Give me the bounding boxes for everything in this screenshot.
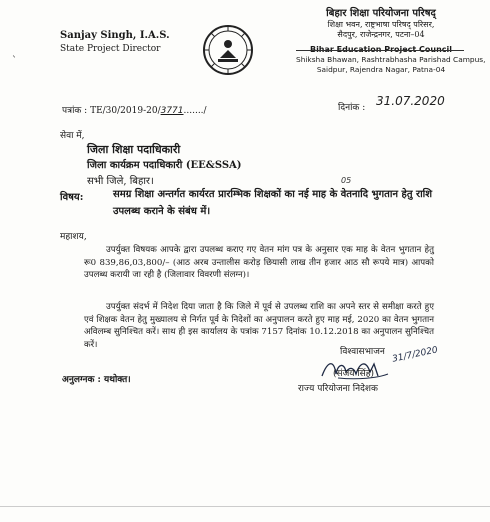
- address-hindi-line2: सैदपुर, राजेन्द्रनगर, पटना–04: [337, 30, 425, 39]
- salutation: महाशय,: [60, 232, 87, 242]
- org-name-hindi: बिहार शिक्षा परियोजना परिषद्: [326, 8, 436, 19]
- letter-number-handwritten: 3771: [160, 106, 184, 116]
- recipient-address: [87, 142, 242, 190]
- officer-name: Sanjay Singh, I.A.S.: [60, 30, 170, 41]
- recipient-line2: जिला कार्यक्रम पदाधिकारी (EE&SSA): [87, 160, 242, 171]
- enclosure: अनुलग्नक : यथोक्त।: [62, 375, 131, 385]
- body-paragraph-1: [84, 244, 434, 282]
- closing: विश्वासभाजन: [340, 347, 385, 357]
- side-mark: `: [12, 56, 17, 67]
- org-header: [296, 8, 486, 75]
- subject-correction-handwritten: 05: [341, 176, 352, 185]
- address-hindi-line1: शिक्षा भवन, राष्ट्रभाषा परिषद् परिसर,: [327, 20, 435, 29]
- letter-number-label: पत्रांक : TE/30/2019-20/: [62, 106, 161, 116]
- recipient-line3: सभी जिले, बिहार।: [87, 176, 154, 187]
- header-divider: [296, 50, 464, 51]
- officer-title: State Project Director: [60, 44, 161, 54]
- body-paragraph-1-text: उपर्युक्त विषयक आपके द्वारा उपलब्ध कराए गए वेतन मांग पत्र के अनुसार एक माह के वेतन भुगतान हेतु रू0 839,86,03,800/– (आठ अरब उन्तालीस करोड़ छियासी लाख तीन हजार आठ सौ रूपये मात्र) आपको उपलब्ध करायी जा रही है (जिलावार विवरणी संलग्न)।: [84, 245, 434, 280]
- address-english-line2: Saidpur, Rajendra Nagar, Patna-04: [316, 65, 446, 74]
- seva-me: सेवा में,: [60, 131, 85, 141]
- subject-text: समग्र शिक्षा अन्तर्गत कार्यरत प्रारम्भिक शिक्षकों का नई माह के वेतनादि भुगतान हेतु राशि उपलब्ध कराने के संबंध में।: [113, 189, 433, 217]
- recipient-line1: जिला शिक्षा पदाधिकारी: [87, 143, 181, 156]
- emblem-seal-icon: [202, 24, 254, 76]
- signatory-name: (संजय सिंह): [333, 369, 375, 379]
- signature-date-handwritten: 31/7/2020: [391, 345, 439, 365]
- body-paragraph-2-text: उपर्युक्त संदर्भ में निदेश दिया जाता है कि जिले में पूर्व से उपलब्ध राशि का अपने स्तर से समीक्षा करते हुए एवं शिक्षक वेतन हेतु मुख्यालय से निर्गत पूर्व के निदेशों का अनुपालन करते हुए माह मई, 2020 का वेतन भुगतान अविलम्ब सुनिश्चित करें। साथ ही इस कार्यालय के पत्रांक 7157 दिनांक 10.12.2018 का अनुपालन सुनिश्चित करें।: [84, 302, 434, 350]
- date-label: दिनांक :: [338, 103, 366, 113]
- date-value-handwritten: 31.07.2020: [376, 94, 445, 108]
- page-bottom-edge: [0, 506, 490, 507]
- letter-number-suffix: ......./: [183, 106, 207, 116]
- signatory-designation: राज्य परियोजना निदेशक: [298, 384, 378, 394]
- address-english-line1: Shiksha Bhawan, Rashtrabhasha Parishad Campus,: [296, 55, 486, 64]
- letter-number: [62, 103, 207, 116]
- subject-label: विषय:: [60, 192, 84, 203]
